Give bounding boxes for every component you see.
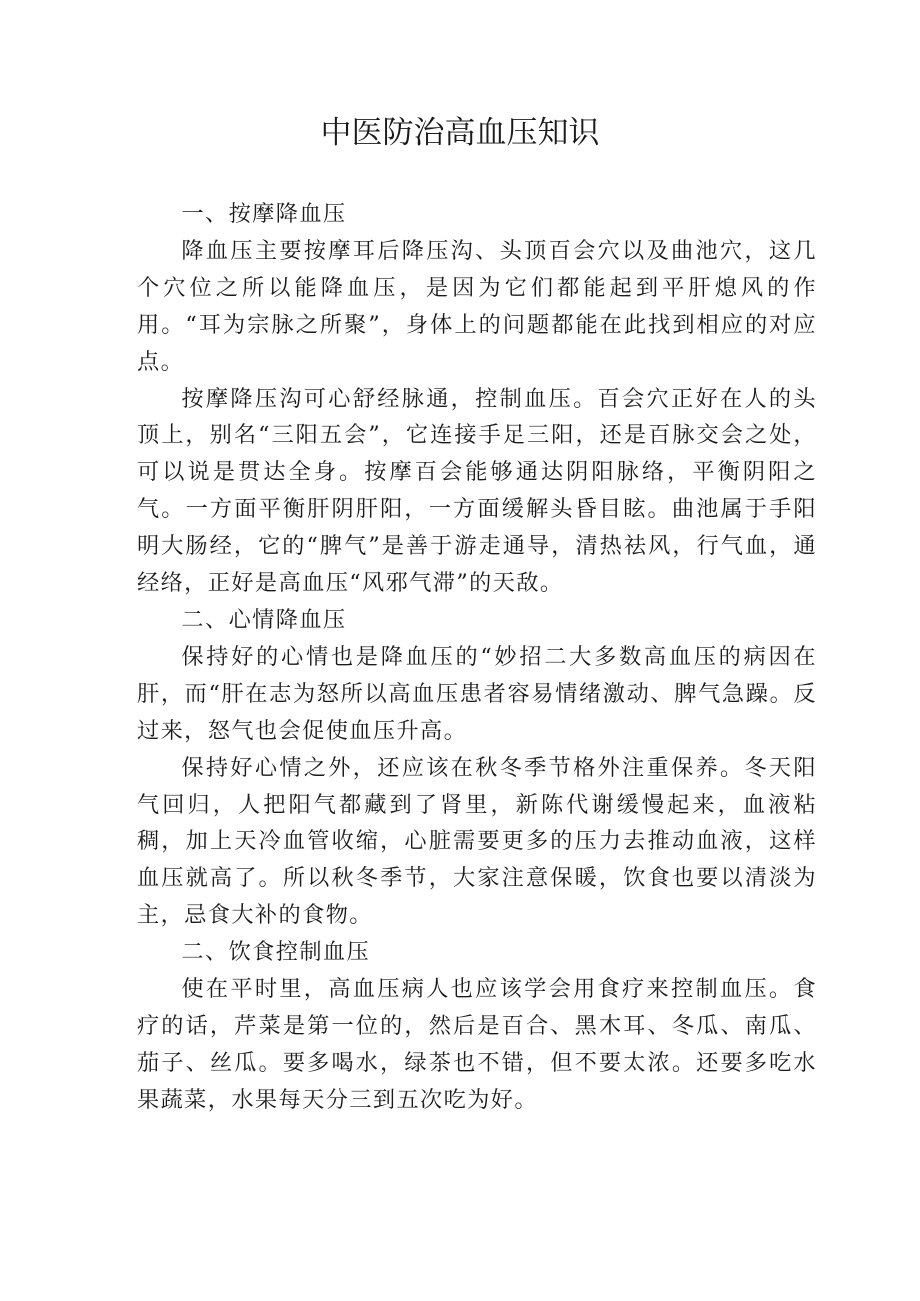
paragraph: 保持好心情之外，还应该在秋冬季节格外注重保养。冬天阳气回归，人把阳气都藏到了肾里，新陈代谢缓慢起来，血液粘稠，加上天冷血管收缩，心脏需要更多的压力去推动血液，这样血压就高了。所以秋冬季节，大家注意保暖，饮食也要以清淡为主，忌食大补的食物。 xyxy=(137,754,817,929)
paragraph: 按摩降压沟可心舒经脉通，控制血压。百会穴正好在人的头顶上，别名“三阳五会”，它连接手足三阳，还是百脉交会之处，可以说是贯达全身。按摩百会能够通达阴阳脉络，平衡阴阳之气。一方面平衡肝阴肝阳，一方面缓解头昏目眩。曲池属于手阳明大肠经，它的“脾气”是善于游走通导，清热祛风，行气血，通经络，正好是高血压“风邪气滞”的天敌。 xyxy=(137,385,817,597)
document-title: 中医防治高血压知识 xyxy=(320,115,600,151)
document-body xyxy=(137,196,817,1119)
paragraph: 使在平时里，高血压病人也应该学会用食疗来控制血压。食疗的话，芹菜是第一位的，然后是百合、黑木耳、冬瓜、南瓜、茄子、丝瓜。要多喝水，绿茶也不错，但不要太浓。还要多吃水果蔬菜，水果每天分三到五次吃为好。 xyxy=(137,976,817,1113)
paragraph: 降血压主要按摩耳后降压沟、头顶百会穴以及曲池穴，这几个穴位之所以能降血压，是因为它们都能起到平肝熄风的作用。“耳为宗脉之所聚”，身体上的问题都能在此找到相应的对应点。 xyxy=(137,237,817,375)
paragraph: 保持好的心情也是降血压的“妙招二大多数高血压的病因在肝，而“肝在志为怒所以高血压患者容易情绪激动、脾气急躁。反过来，怒气也会促使血压升高。 xyxy=(137,643,817,744)
section-heading-diet: 二、饮食控制血压 xyxy=(181,939,371,966)
section-heading-mood: 二、心情降血压 xyxy=(181,606,347,633)
section-heading-massage: 一、按摩降血压 xyxy=(181,201,347,227)
